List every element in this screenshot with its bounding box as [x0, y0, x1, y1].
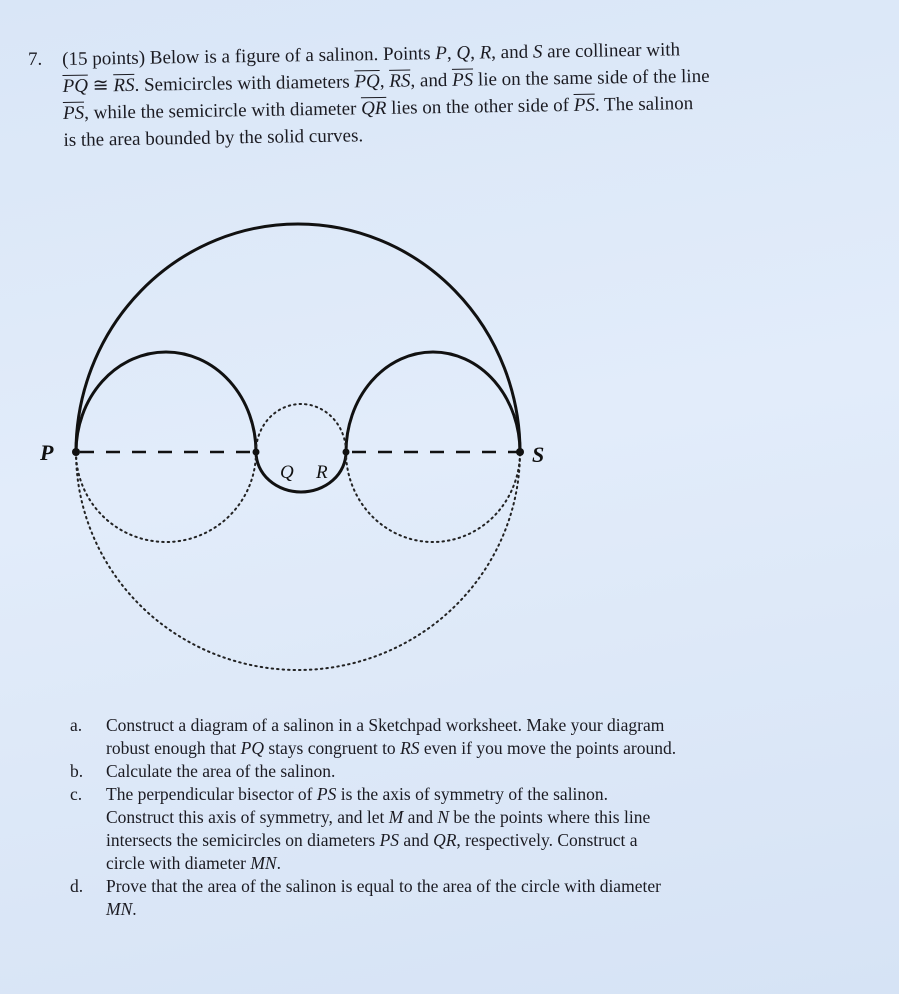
text-run: . Semicircles with diameters	[134, 71, 355, 96]
label-q: Q	[280, 462, 294, 483]
text-run: , and	[410, 69, 453, 92]
text-run: robust enough that	[106, 738, 241, 758]
text-run: , and	[491, 41, 534, 64]
math-symbol: $\overline{QR}$	[360, 97, 387, 120]
part-line	[106, 806, 860, 829]
problem-stem	[62, 33, 869, 154]
circle-qr-dotted	[256, 404, 346, 452]
text-run: Below is a figure of a salinon. Points	[149, 43, 436, 69]
math-symbol: N	[437, 807, 450, 827]
text-run: .	[132, 899, 137, 919]
label-s: S	[532, 442, 545, 467]
text-run: .	[276, 853, 281, 873]
part-line	[106, 714, 860, 737]
problem-number: 7.	[28, 49, 43, 70]
text-run: Construct a diagram of a salinon in a Sketchpad worksheet. Make your diagram	[106, 715, 665, 735]
semicircle-ps-solid	[76, 224, 520, 452]
text-run: is the axis of symmetry of the salinon.	[336, 784, 609, 804]
math-symbol: Q	[456, 42, 471, 64]
text-run: is the area bounded by the solid curves.	[63, 125, 364, 151]
part-c	[70, 783, 860, 875]
subquestions	[70, 714, 860, 921]
math-symbol: $\overline{RS}$	[389, 70, 411, 92]
part-b	[70, 760, 860, 783]
point-r	[343, 449, 350, 456]
semicircle-pq-solid	[76, 352, 256, 452]
part-a	[70, 714, 860, 760]
part-label: c.	[70, 784, 83, 804]
math-symbol: PS	[316, 784, 337, 804]
part-d	[70, 875, 860, 921]
problem-points: (15 points)	[62, 47, 146, 70]
math-symbol: $\overline{PQ}$	[354, 71, 380, 93]
text-run: ,	[446, 42, 457, 64]
text-run: lie on the same side of the line	[473, 65, 710, 91]
circle-pq-dotted	[76, 452, 256, 542]
text-run: . The salinon	[594, 93, 694, 116]
math-symbol: MN	[250, 853, 277, 873]
text-run: even if you move the points around.	[419, 738, 677, 758]
text-run: Prove that the area of the salinon is equal to the area of the circle with diameter	[106, 876, 661, 896]
text-run: lies on the other side of	[386, 94, 574, 119]
math-symbol: QR	[433, 830, 457, 850]
text-run: circle with diameter	[106, 853, 251, 873]
text-run: , respectively. Construct a	[456, 830, 638, 850]
math-symbol: RS	[400, 738, 420, 758]
part-line	[106, 783, 860, 806]
math-symbol: S	[532, 41, 543, 63]
text-run: Construct this axis of symmetry, and let	[106, 807, 389, 827]
math-symbol: M	[388, 807, 404, 827]
math-symbol: $\overline{PQ}$	[62, 75, 89, 97]
math-symbol: P	[435, 42, 448, 65]
part-line	[106, 737, 860, 760]
math-symbol: $\overline{PS}$	[62, 102, 85, 124]
text-run: stays congruent to	[263, 738, 401, 758]
text-run: and	[399, 830, 434, 850]
part-label: b.	[70, 761, 84, 781]
part-line	[106, 898, 860, 921]
part-line	[106, 760, 860, 783]
math-symbol: MN	[106, 899, 133, 919]
point-p	[72, 448, 80, 456]
part-line	[106, 852, 860, 875]
math-symbol: PQ	[240, 738, 264, 758]
text-run: are collinear with	[542, 39, 681, 63]
point-s	[516, 448, 524, 456]
text-run: and	[403, 807, 438, 827]
text-run: ,	[379, 70, 390, 93]
part-label: a.	[70, 715, 83, 735]
semicircle-qr-solid	[256, 452, 346, 492]
circle-rs-dotted	[346, 452, 520, 542]
label-r: R	[316, 462, 328, 483]
math-symbol: R	[479, 42, 492, 64]
math-symbol: $\overline{PS}$	[573, 94, 596, 116]
math-symbol: $\overline{RS}$	[113, 74, 135, 97]
salinon-figure	[0, 200, 899, 700]
text-run: intersects the semicircles on diameters	[106, 830, 380, 850]
text-run: The perpendicular bisector of	[106, 784, 317, 804]
part-label: d.	[70, 876, 84, 896]
semicircle-rs-solid	[346, 352, 520, 452]
circle-ps-dotted	[76, 452, 520, 670]
text-run: ≅	[87, 75, 114, 97]
math-symbol: PS	[379, 830, 400, 850]
label-p: P	[40, 440, 54, 465]
part-line	[106, 829, 860, 852]
math-symbol: $\overline{PS}$	[451, 69, 474, 91]
part-line	[106, 875, 860, 898]
text-run: ,	[469, 42, 480, 64]
text-run: Calculate the area of the salinon.	[106, 761, 336, 781]
point-q	[253, 449, 260, 456]
text-run: be the points where this line	[449, 807, 651, 827]
text-run: , while the semicircle with diameter	[84, 98, 362, 124]
